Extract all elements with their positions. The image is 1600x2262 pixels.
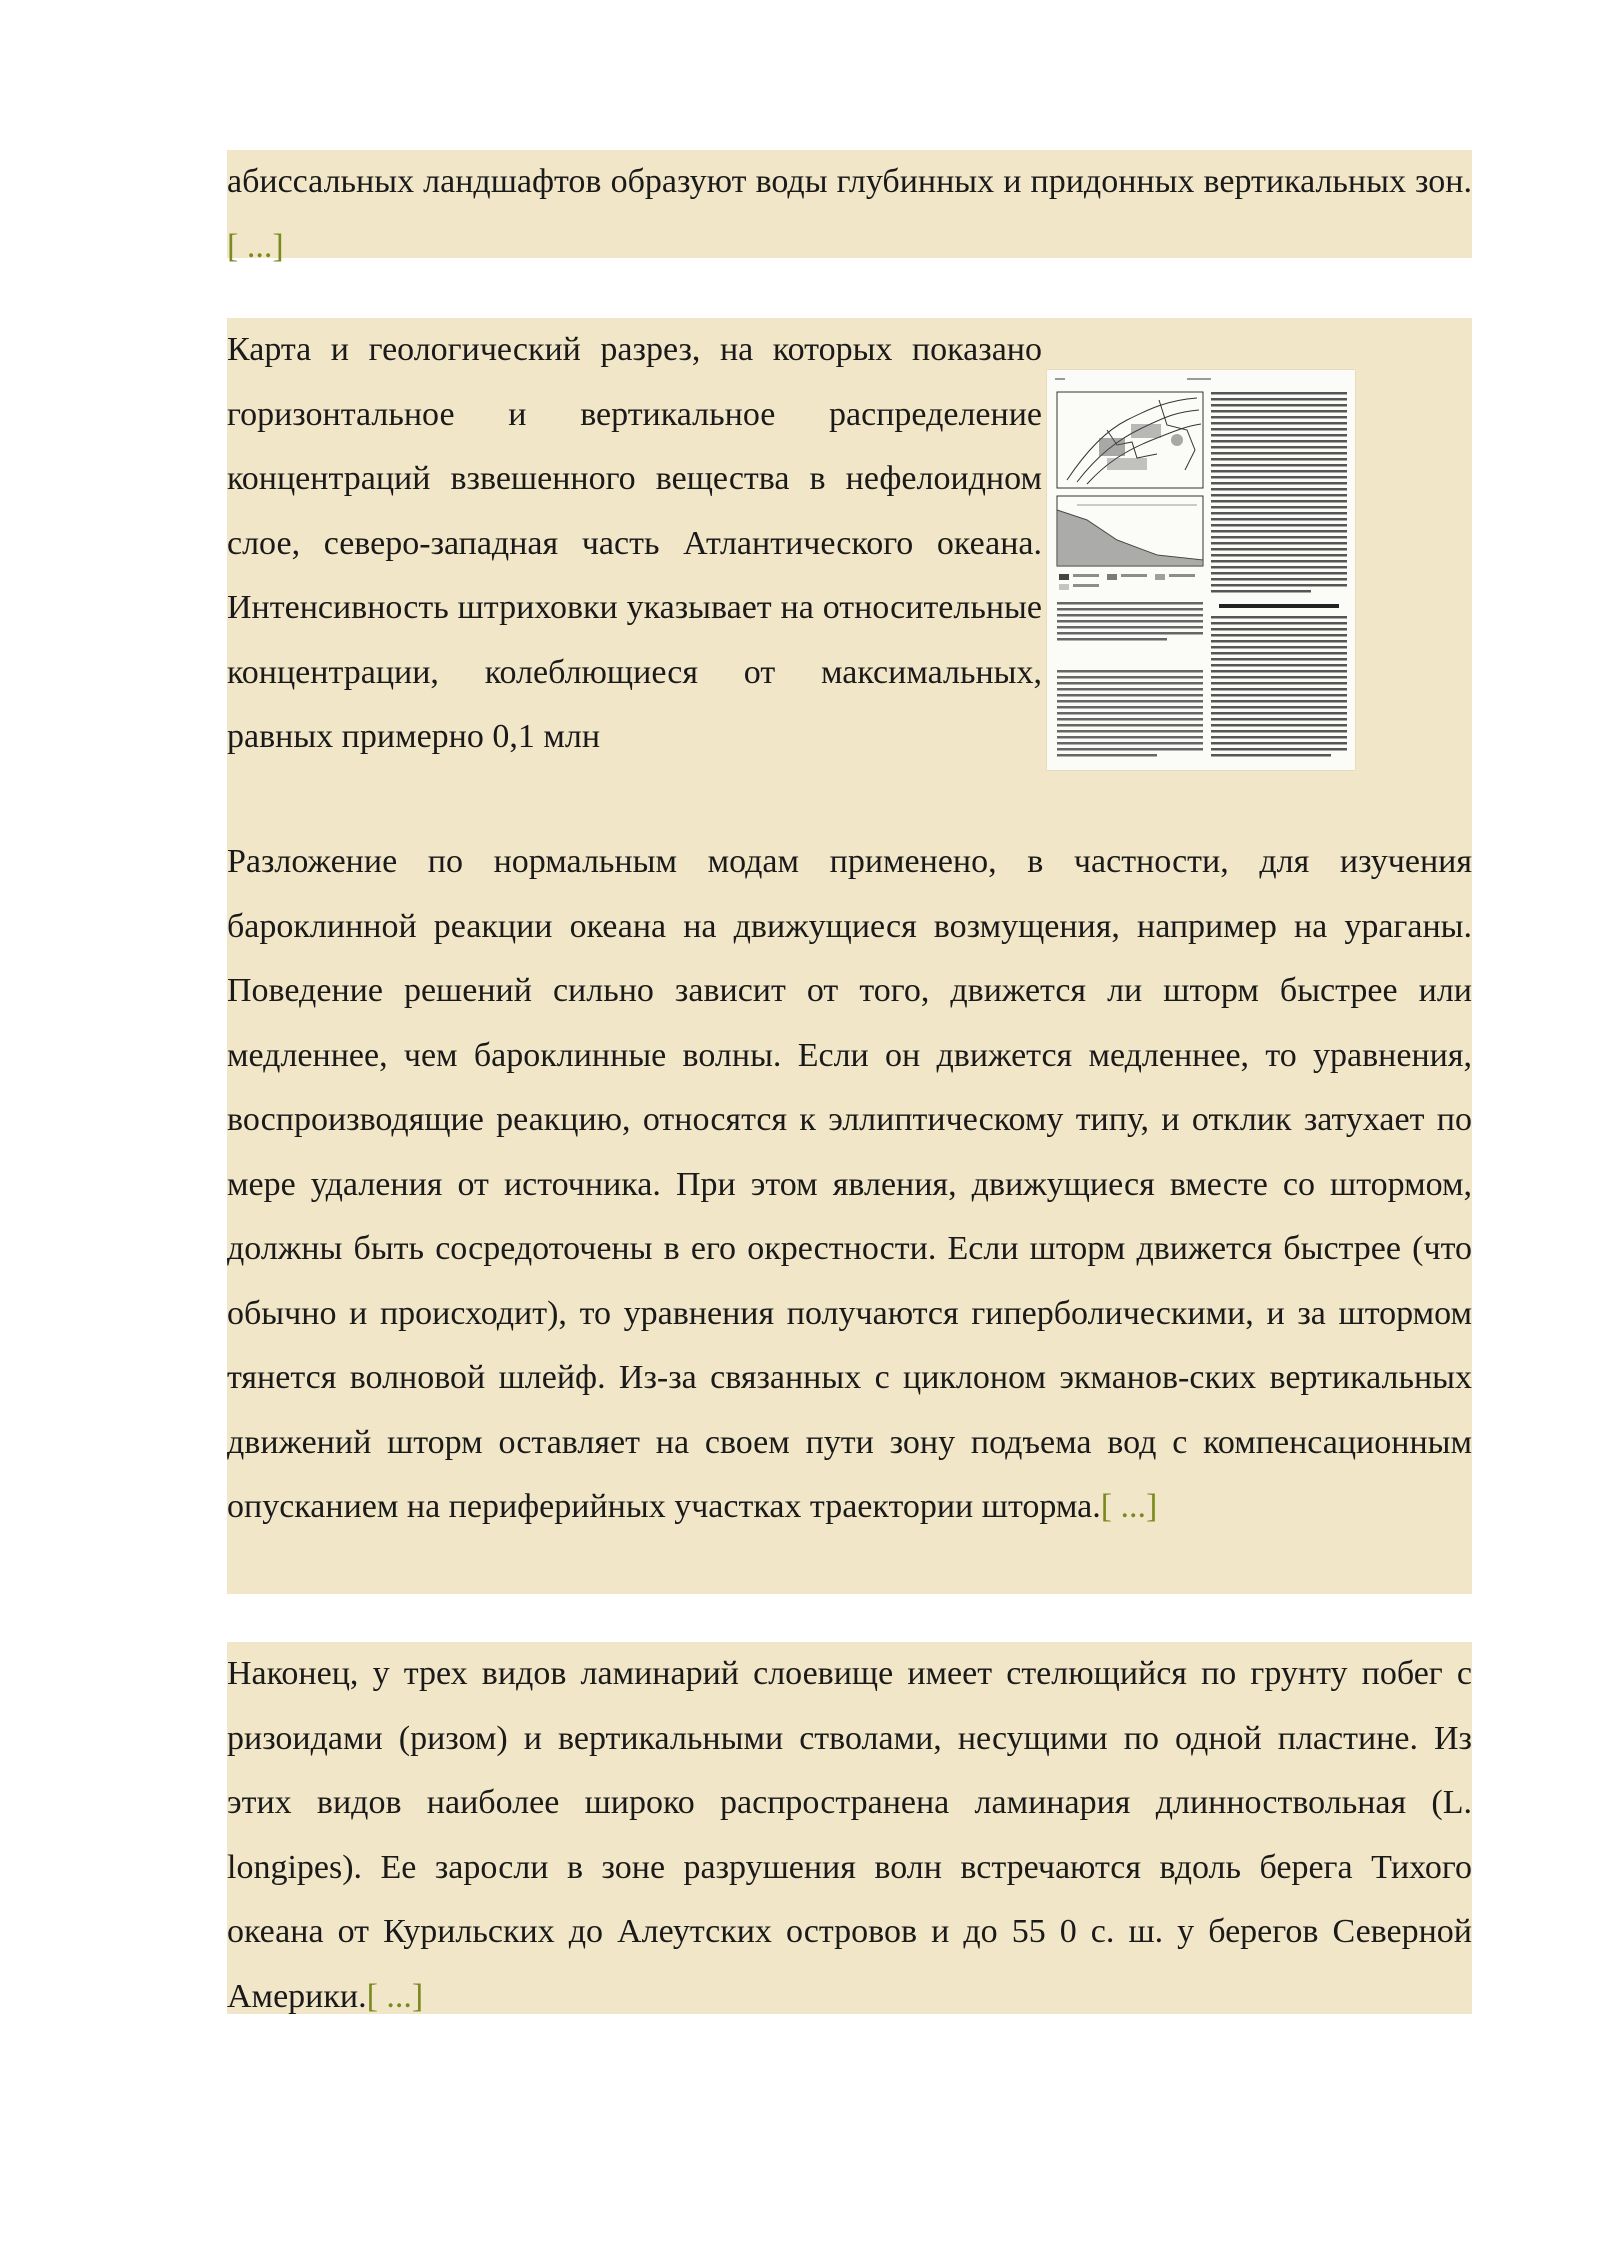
paragraph-map-caption xyxy=(227,318,1042,770)
paragraph-normal-modes xyxy=(227,830,1472,1540)
excerpt-block-1 xyxy=(227,150,1472,265)
book-page-thumbnail-image xyxy=(1047,370,1355,770)
read-more-link[interactable]: [ ...] xyxy=(1100,1488,1158,1525)
paragraph-text: Разложение по нормальным модам применено, в частности, для изучения бароклинной реакции океана на движущиеся возмущения, например на ураганы. Поведение решений сильно зависит от того, движется ли шторм быстрее или медленнее, чем бароклинные волны. Если он движется медленнее, то уравнения, воспроизводящие реакцию, относятся к эллиптическому типу, и отклик затухает по мере удаления от источника. При этом явления, движущиеся вместе со штормом, должны быть сосредоточены в его окрестности. Если шторм движется быстрее (что обычно и происходит), то уравнения получаются гиперболическими, и за штормом тянется волновой шлейф. Из-за связанных с циклоном экманов-ских вертикальных движений шторм оставляет на своем пути зону подъема вод с компенсационным опусканием на периферийных участках траектории шторма. xyxy=(227,843,1472,1525)
paragraph-text: абиссальных ландшафтов образуют воды глубинных и придонных вертикальных зон. xyxy=(227,163,1472,200)
scanned-page-figure xyxy=(1047,370,1355,770)
excerpt-block-2 xyxy=(227,318,1472,1594)
paragraph-abyssal xyxy=(227,150,1472,279)
paragraph-text: Наконец, у трех видов ламинарий слоевище имеет стелющийся по грунту побег с ризоидами (ризом) и вертикальными стволами, несущими по одной пластине. Из этих видов наиболее широко распространена ламинария длинноствольная (L. longipes). Ее заросли в зоне разрушения волн встречаются вдоль берега Тихого океана от Курильских до Алеутских островов и до 55 0 с. ш. у берегов Северной Америки. xyxy=(227,1655,1472,2015)
read-more-link[interactable]: [ ...] xyxy=(366,1977,424,2015)
paragraph-laminaria xyxy=(227,1642,1472,2029)
paragraph-text: Карта и геологический разрез, на которых показано горизонтальное и вертикальное распределение концентраций взвешенного вещества в нефелоидном слое, северо-западная часть Атлантического океана. Интенсивность штриховки указывает на относительные концентрации, колеблющиеся от максимальных, равных примерно 0,1 млн xyxy=(227,331,1042,755)
read-more-link[interactable]: [ ...] xyxy=(227,227,284,265)
excerpt-block-3 xyxy=(227,1642,1472,2014)
